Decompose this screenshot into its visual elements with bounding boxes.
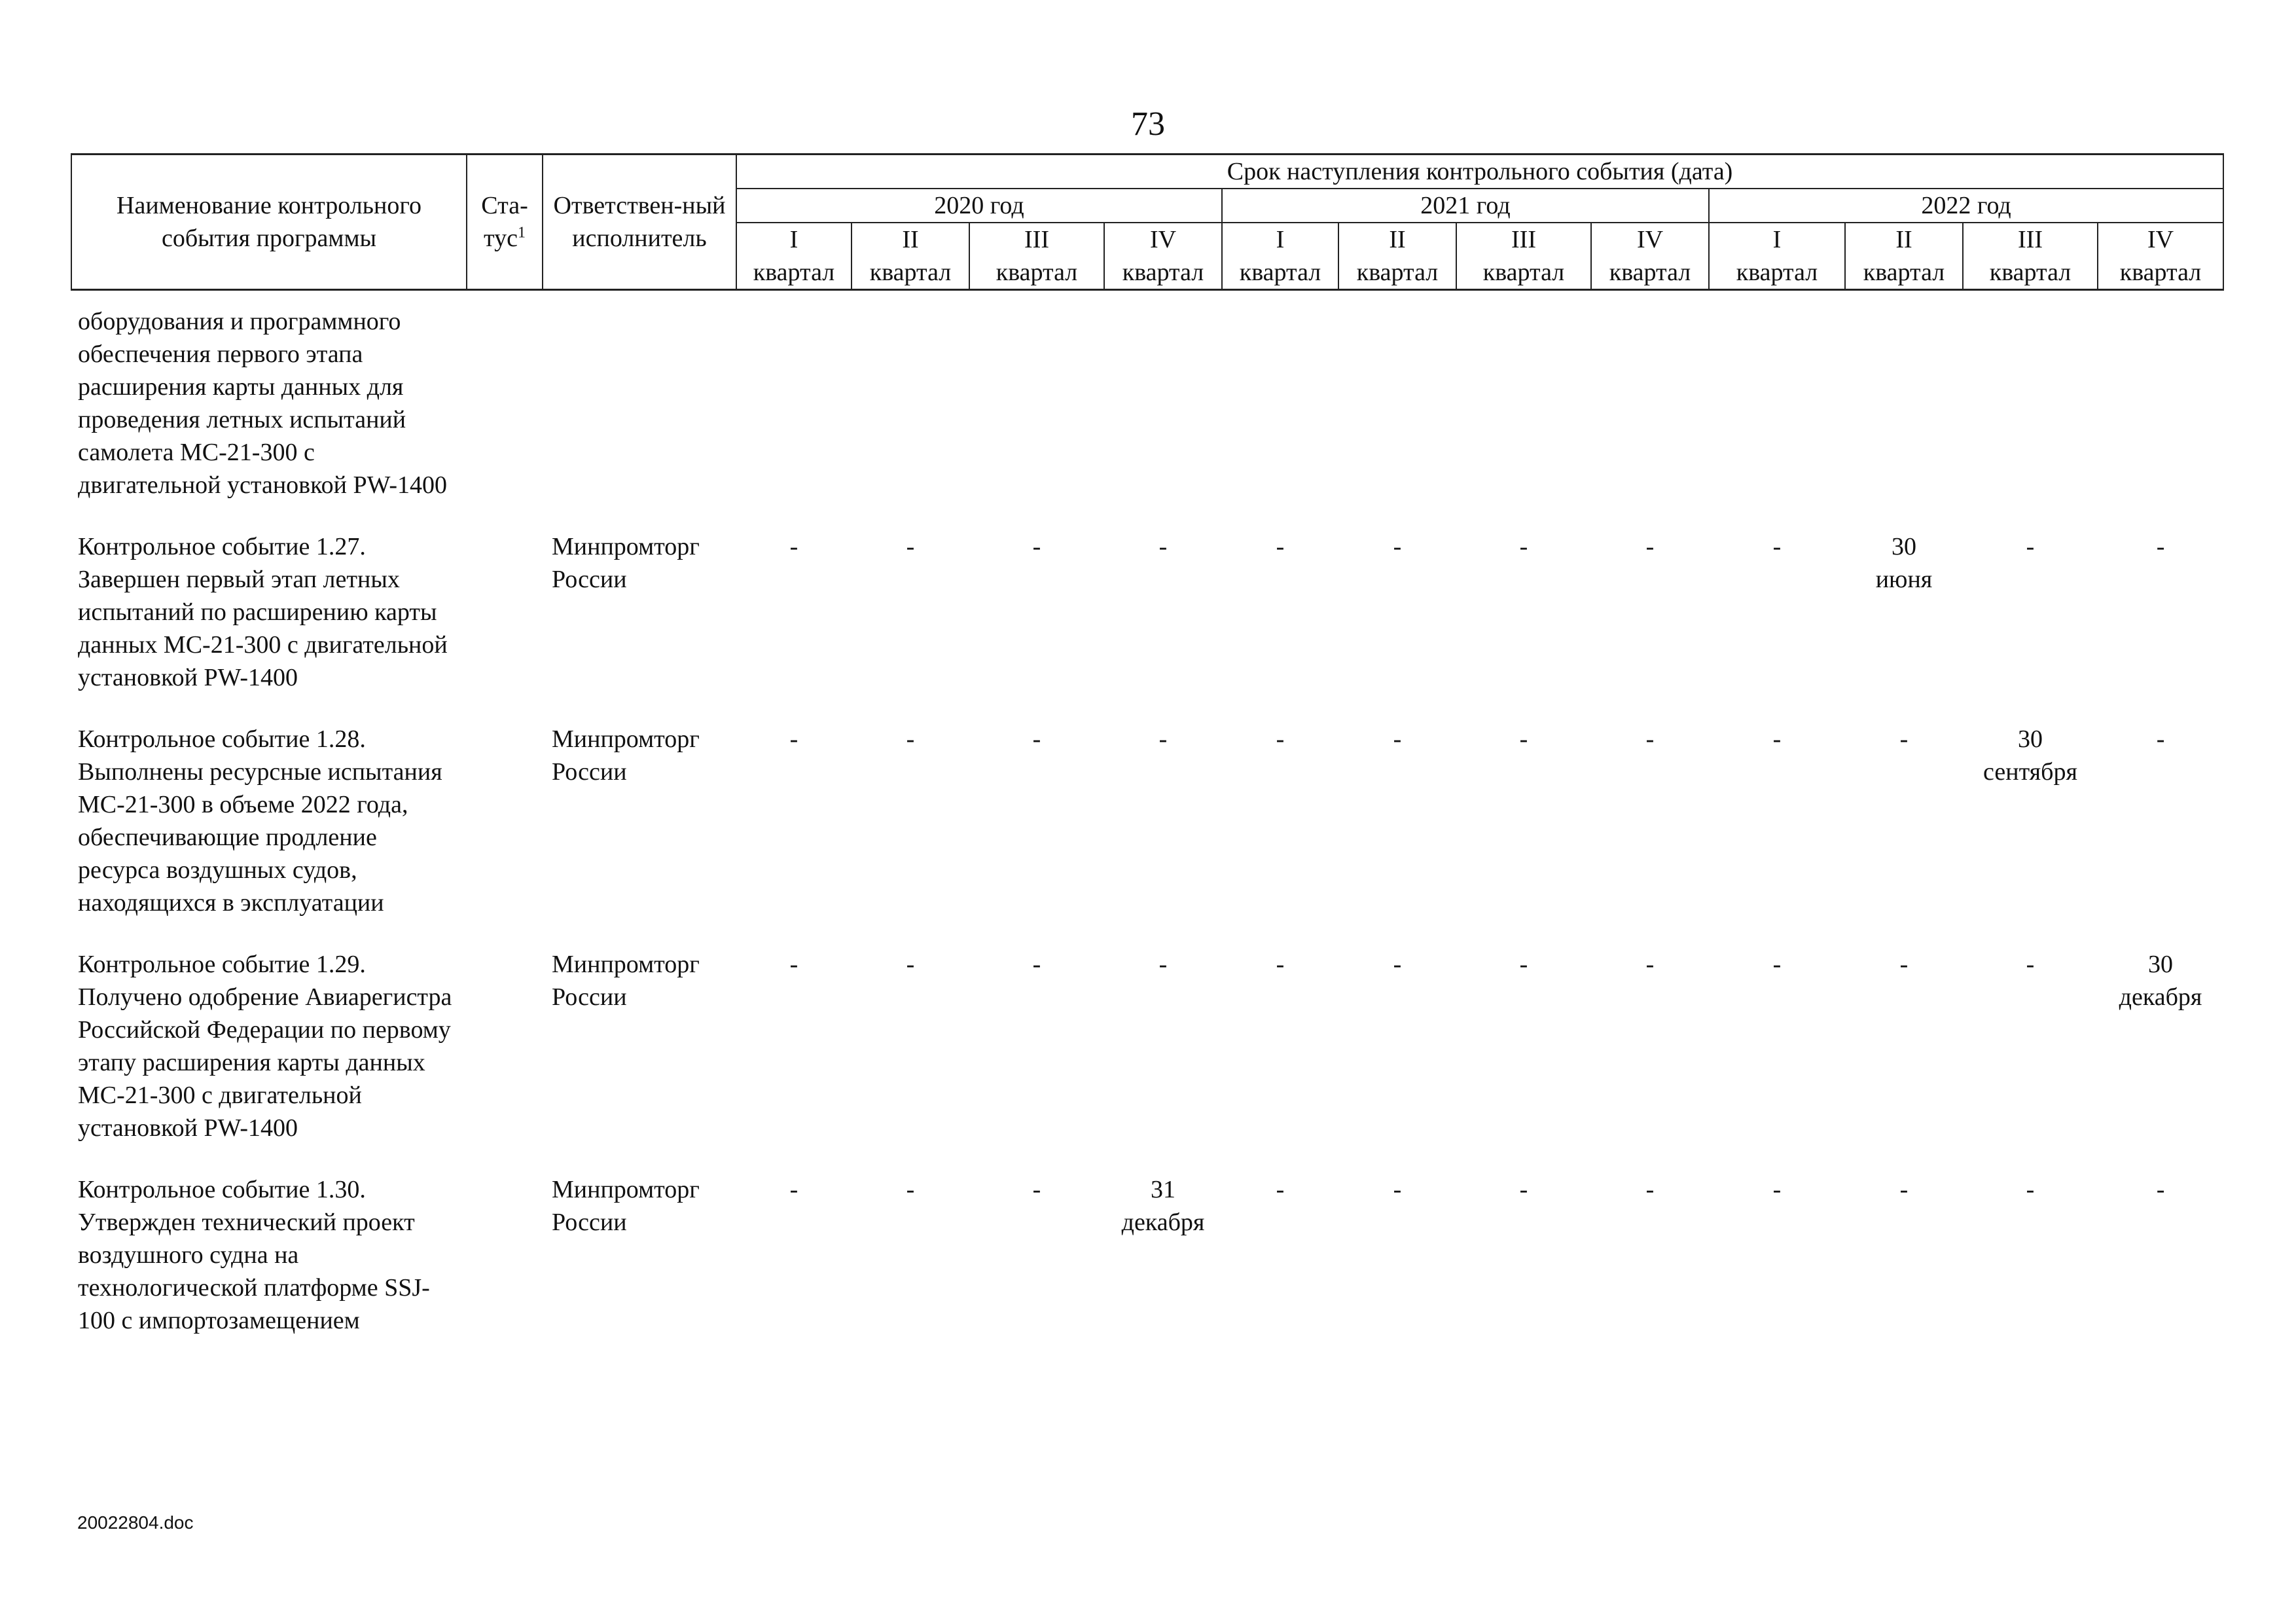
header-quarter-numeral: III bbox=[1963, 223, 2098, 256]
table-header bbox=[71, 155, 2223, 290]
responsible-cell: Минпромторг России bbox=[552, 1176, 700, 1236]
quarter-date-cell bbox=[1845, 290, 1963, 517]
header-quarter-numeral: II bbox=[1338, 223, 1456, 256]
quarter-date-cell: - bbox=[1276, 725, 1285, 753]
header-quarter-label: квартал bbox=[736, 256, 852, 290]
header-quarter-numeral: II bbox=[1845, 223, 1963, 256]
quarter-date-cell bbox=[2098, 290, 2223, 517]
quarter-date-cell bbox=[1709, 290, 1845, 517]
quarter-date-cell bbox=[969, 290, 1104, 517]
quarter-date-cell: - bbox=[1393, 725, 1402, 753]
quarter-date-cell: - bbox=[2026, 533, 2035, 560]
quarter-date-cell: - bbox=[1393, 951, 1402, 978]
quarter-date-cell: - bbox=[1645, 1176, 1655, 1203]
quarter-date-cell bbox=[1963, 290, 2098, 517]
header-year-2022: 2022 год bbox=[1709, 189, 2223, 223]
quarter-date-cell: - bbox=[789, 533, 798, 560]
quarter-date-cell: - bbox=[2026, 951, 2035, 978]
quarter-date-cell bbox=[1456, 290, 1591, 517]
header-quarter-numeral: II bbox=[852, 223, 969, 256]
status-cell bbox=[467, 708, 543, 934]
table-row bbox=[71, 290, 2223, 517]
quarter-date-cell: - bbox=[1158, 533, 1168, 560]
quarter-date-cell: - bbox=[789, 725, 798, 753]
header-quarter-numeral: I bbox=[1222, 223, 1338, 256]
quarter-date-cell: - bbox=[1899, 951, 1909, 978]
responsible-cell bbox=[543, 290, 736, 517]
quarter-date-cell: 30 сентября bbox=[1983, 725, 2077, 786]
quarter-date-cell bbox=[1222, 290, 1338, 517]
header-status bbox=[467, 155, 543, 290]
event-name-cell: Контрольное событие 1.28. Выполнены ресурсные испытания МС-21-300 в объеме 2022 года, обеспечивающие продление ресурса воздушных судов, находящихся в эксплуатации bbox=[78, 725, 442, 917]
quarter-date-cell: - bbox=[2156, 533, 2165, 560]
header-quarter-label: квартал bbox=[1104, 256, 1222, 290]
status-cell bbox=[467, 934, 543, 1159]
control-events-table bbox=[71, 153, 2224, 1351]
quarter-date-cell: - bbox=[1899, 725, 1909, 753]
event-name-cell: Контрольное событие 1.29. Получено одобрение Авиарегистра Российской Федерации по первому этапу расширения карты данных МС-21-300 с двигательной установкой PW-1400 bbox=[78, 951, 452, 1142]
header-quarter-numeral: IV bbox=[1104, 223, 1222, 256]
header-quarter-numeral: III bbox=[969, 223, 1104, 256]
quarter-date-cell: - bbox=[1032, 533, 1041, 560]
table-row bbox=[71, 934, 2223, 1159]
header-deadline-title: Срок наступления контрольного события (дата) bbox=[736, 155, 2223, 189]
header-quarter-numeral: IV bbox=[2098, 223, 2223, 256]
quarter-date-cell bbox=[1338, 290, 1456, 517]
header-responsible: Ответствен-ный исполнитель bbox=[543, 155, 736, 290]
responsible-cell: Минпромторг России bbox=[552, 725, 700, 786]
quarter-date-cell: 30 декабря bbox=[2119, 951, 2202, 1011]
header-year-2020: 2020 год bbox=[736, 189, 1222, 223]
header-quarter-label: квартал bbox=[2098, 256, 2223, 290]
header-quarter-label: квартал bbox=[1338, 256, 1456, 290]
quarter-date-cell: - bbox=[1899, 1176, 1909, 1203]
quarter-date-cell: - bbox=[1772, 533, 1782, 560]
quarter-date-cell: - bbox=[1519, 1176, 1528, 1203]
quarter-date-cell bbox=[1591, 290, 1709, 517]
quarter-date-cell: - bbox=[906, 725, 915, 753]
quarter-date-cell bbox=[852, 290, 969, 517]
status-cell bbox=[467, 1159, 543, 1351]
quarter-date-cell: - bbox=[1276, 533, 1285, 560]
quarter-date-cell: - bbox=[1393, 533, 1402, 560]
quarter-date-cell: 31 декабря bbox=[1121, 1176, 1205, 1236]
header-year-2021: 2021 год bbox=[1222, 189, 1709, 223]
responsible-cell: Минпромторг России bbox=[552, 951, 700, 1011]
quarter-date-cell: - bbox=[906, 1176, 915, 1203]
table-row bbox=[71, 516, 2223, 708]
quarter-date-cell: - bbox=[1032, 1176, 1041, 1203]
header-quarter-numeral: III bbox=[1456, 223, 1591, 256]
quarter-date-cell: - bbox=[1772, 1176, 1782, 1203]
quarter-date-cell bbox=[736, 290, 852, 517]
header-quarter-numeral: I bbox=[1709, 223, 1845, 256]
header-event-name: Наименование контрольного события программы bbox=[71, 155, 467, 290]
quarter-date-cell: - bbox=[1519, 533, 1528, 560]
quarter-date-cell: 30 июня bbox=[1875, 533, 1933, 593]
header-quarter-label: квартал bbox=[1963, 256, 2098, 290]
header-quarter-label: квартал bbox=[1845, 256, 1963, 290]
quarter-date-cell: - bbox=[1772, 951, 1782, 978]
quarter-date-cell: - bbox=[1772, 725, 1782, 753]
header-status-footnote: 1 bbox=[517, 224, 526, 242]
status-cell bbox=[467, 516, 543, 708]
quarter-date-cell: - bbox=[1158, 725, 1168, 753]
table-row bbox=[71, 1159, 2223, 1351]
quarter-date-cell: - bbox=[906, 533, 915, 560]
quarter-date-cell: - bbox=[1032, 725, 1041, 753]
quarter-date-cell: - bbox=[789, 1176, 798, 1203]
footer-file-name: 20022804.doc bbox=[77, 1512, 194, 1533]
event-name-cell: Контрольное событие 1.30. Утвержден технический проект воздушного судна на технологической платформе SSJ-100 с импортозамещением bbox=[78, 1176, 430, 1334]
quarter-date-cell: - bbox=[1393, 1176, 1402, 1203]
quarter-date-cell: - bbox=[1276, 1176, 1285, 1203]
header-quarter-label: квартал bbox=[1222, 256, 1338, 290]
status-cell bbox=[467, 290, 543, 517]
header-quarter-label: квартал bbox=[1456, 256, 1591, 290]
quarter-date-cell: - bbox=[906, 951, 915, 978]
quarter-date-cell: - bbox=[1645, 725, 1655, 753]
quarter-date-cell: - bbox=[1032, 951, 1041, 978]
quarter-date-cell bbox=[1104, 290, 1222, 517]
header-quarter-label: квартал bbox=[1709, 256, 1845, 290]
table-row bbox=[71, 708, 2223, 934]
quarter-date-cell: - bbox=[2156, 725, 2165, 753]
header-status-text: Ста-тус bbox=[481, 192, 528, 252]
quarter-date-cell: - bbox=[1645, 951, 1655, 978]
event-name-cell: оборудования и программного обеспечения первого этапа расширения карты данных для проведения летных испытаний самолета МС-21-300 с двигательной установкой PW-1400 bbox=[78, 308, 448, 499]
table-body bbox=[71, 290, 2223, 1352]
quarter-date-cell: - bbox=[1645, 533, 1655, 560]
page-number: 73 bbox=[1131, 105, 1165, 143]
quarter-date-cell: - bbox=[789, 951, 798, 978]
quarter-date-cell: - bbox=[1519, 725, 1528, 753]
header-quarter-label: квартал bbox=[1591, 256, 1709, 290]
event-name-cell: Контрольное событие 1.27. Завершен первый этап летных испытаний по расширению карты данных МС-21-300 с двигательной установкой PW-1400 bbox=[78, 533, 448, 691]
quarter-date-cell: - bbox=[1519, 951, 1528, 978]
header-quarter-numeral: I bbox=[736, 223, 852, 256]
quarter-date-cell: - bbox=[2156, 1176, 2165, 1203]
responsible-cell: Минпромторг России bbox=[552, 533, 700, 593]
quarter-date-cell: - bbox=[1276, 951, 1285, 978]
quarter-date-cell: - bbox=[2026, 1176, 2035, 1203]
header-quarter-label: квартал bbox=[969, 256, 1104, 290]
header-quarter-numeral: IV bbox=[1591, 223, 1709, 256]
quarter-date-cell: - bbox=[1158, 951, 1168, 978]
header-quarter-label: квартал bbox=[852, 256, 969, 290]
